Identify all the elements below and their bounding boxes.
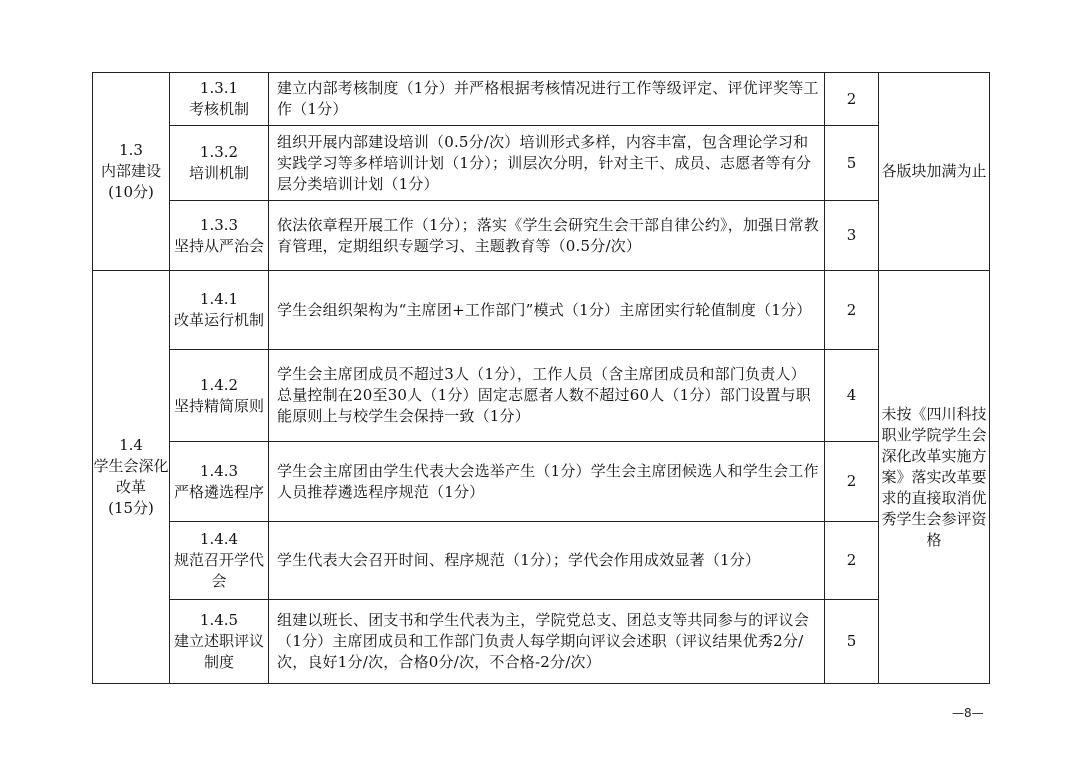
item-content: 学生会主席团成员不超过3人（1分），工作人员（含主席团成员和部门负责人）总量控制在20至30人（1分）固定志愿者人数不超过60人（1分）部门设置与职能原则上与校学生会保持一致（1分） [269,350,825,442]
item-code: 1.4.3 [199,461,239,480]
item-title: 规范召开学代会 [173,551,264,590]
table-row [93,442,990,522]
item-score: 2 [825,442,879,522]
section-title: 内部建设 [100,162,161,180]
table-row [93,126,990,201]
item-content: 学生代表大会召开时间、程序规范（1分）；学代会作用成效显著（1分） [269,522,825,600]
item-content: 组织开展内部建设培训（0.5分/次）培训形式多样，内容丰富，包含理论学习和实践学习等多样培训计划（1分）；训层次分明，针对主干、成员、志愿者等有分层分类培训计划（1分） [269,126,825,201]
section-note: 各版块加满为止 [879,73,990,271]
section-code: 1.4 [119,436,143,454]
item-code: 1.4.4 [199,530,239,548]
section-code: 1.3 [119,141,143,159]
item-cell [170,350,269,442]
item-title: 建立述职评议制度 [173,632,264,671]
item-cell [170,73,269,126]
item-code: 1.3.1 [199,79,239,97]
section-score: (10分) [108,183,154,201]
item-cell [170,271,269,350]
section-cell [93,73,170,271]
item-code: 1.3.2 [199,143,239,161]
item-cell [170,442,269,522]
item-score: 4 [825,350,879,442]
table-row [93,350,990,442]
table-row [93,201,990,271]
scoring-table [92,72,990,684]
table-row [93,600,990,684]
item-score: 3 [825,201,879,271]
item-title: 严格遴选程序 [173,482,264,501]
item-content: 学生会主席团由学生代表大会选举产生（1分）学生会主席团候选人和学生会工作人员推荐遴选程序规范（1分） [269,442,825,522]
item-cell [170,522,269,600]
item-title: 考核机制 [188,100,249,118]
section-cell [93,271,170,684]
section-score: (15分) [108,499,154,517]
item-content: 依法依章程开展工作（1分）；落实《学生会研究生会干部自律公约》，加强日常教育管理，定期组织专题学习、主题教育等（0.5分/次） [269,201,825,271]
table-row [93,271,990,350]
item-score: 5 [825,126,879,201]
section-title: 学生会深化改革 [93,457,169,496]
item-cell [170,600,269,684]
item-title: 改革运行机制 [173,311,264,329]
item-score: 2 [825,271,879,350]
item-cell [170,126,269,201]
item-title: 培训机制 [188,164,249,182]
item-title: 坚持精简原则 [173,396,264,415]
item-content: 组建以班长、团支书和学生代表为主，学院党总支、团总支等共同参与的评议会（1分）主席团成员和工作部门负责人每学期向评议会述职（评议结果优秀2分/次，良好1分/次，合格0分/次，不合格-2分/次） [269,600,825,684]
section-note: 未按《四川科技职业学院学生会深化改革实施方案》落实改革要求的直接取消优秀学生会参评资格 [879,271,990,684]
item-content: 建立内部考核制度（1分）并严格根据考核情况进行工作等级评定、评优评奖等工作（1分） [269,73,825,126]
item-code: 1.4.5 [199,611,239,629]
item-score: 2 [825,522,879,600]
item-title: 坚持从严治会 [173,236,264,255]
item-score: 2 [825,73,879,126]
item-code: 1.4.2 [199,375,239,394]
item-code: 1.3.3 [199,215,239,234]
item-cell [170,201,269,271]
item-score: 5 [825,600,879,684]
table-row [93,73,990,126]
table-row [93,522,990,600]
item-code: 1.4.1 [199,290,239,308]
item-content: 学生会组织架构为“主席团+工作部门”模式（1分）主席团实行轮值制度（1分） [269,271,825,350]
page-number: —8— [952,706,984,720]
